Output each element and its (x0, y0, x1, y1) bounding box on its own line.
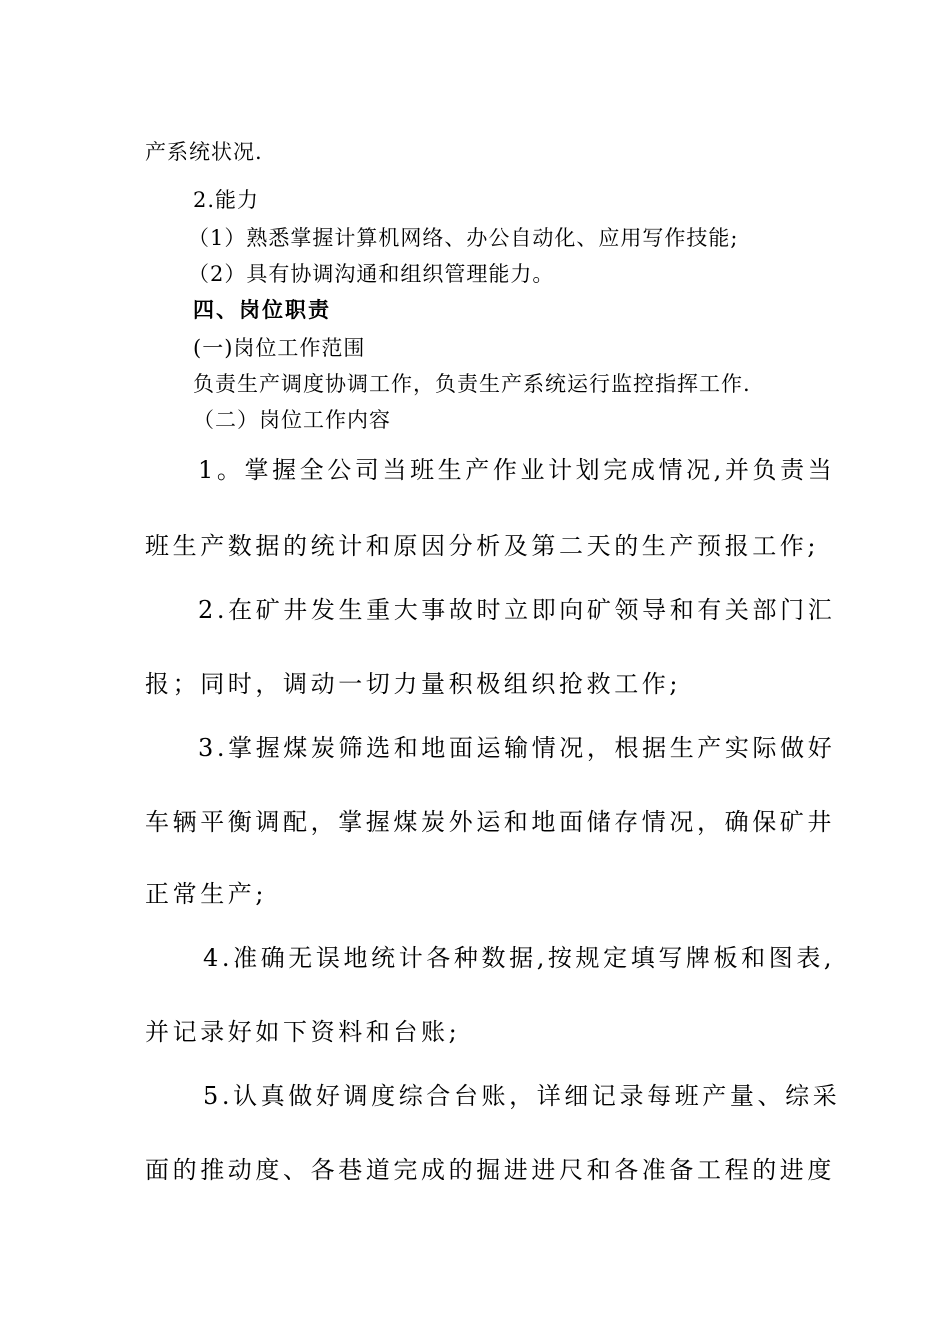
text-line-17: 并记录好如下资料和台账; (145, 1018, 461, 1046)
text-line-6: (一)岗位工作范围 (193, 336, 366, 360)
text-line-3: （1）熟悉掌握计算机网络、办公自动化、应用写作技能; (188, 226, 739, 250)
text-line-4: （2）具有协调沟通和组织管理能力。 (188, 262, 555, 286)
text-line-11: 2.在矿井发生重大事故时立即向矿领导和有关部门汇 (198, 596, 836, 624)
text-line-13: 3.掌握煤炭筛选和地面运输情况，根据生产实际做好 (198, 734, 836, 762)
text-line-7: 负责生产调度协调工作，负责生产系统运行监控指挥工作. (193, 372, 751, 396)
text-line-1: 产系统状况. (145, 140, 263, 164)
section-heading: 四、岗位职责 (193, 298, 331, 322)
text-line-14: 车辆平衡调配，掌握煤炭外运和地面储存情况，确保矿井 (145, 808, 835, 836)
text-line-19: 面的推动度、各巷道完成的掘进进尺和各准备工程的进度 (145, 1156, 835, 1184)
text-line-18: 5.认真做好调度综合台账，详细记录每班产量、综采 (203, 1082, 841, 1110)
text-line-10: 班生产数据的统计和原因分析及第二天的生产预报工作; (145, 532, 820, 560)
text-line-2: 2.能力 (193, 188, 260, 212)
text-line-8: （二）岗位工作内容 (193, 408, 391, 432)
text-line-15: 正常生产; (145, 880, 268, 908)
text-line-9: 1。掌握全公司当班生产作业计划完成情况,并负责当 (198, 456, 836, 484)
text-line-16: 4.准确无误地统计各种数据,按规定填写牌板和图表, (203, 944, 836, 972)
text-line-12: 报；同时，调动一切力量积极组织抢救工作; (145, 670, 682, 698)
